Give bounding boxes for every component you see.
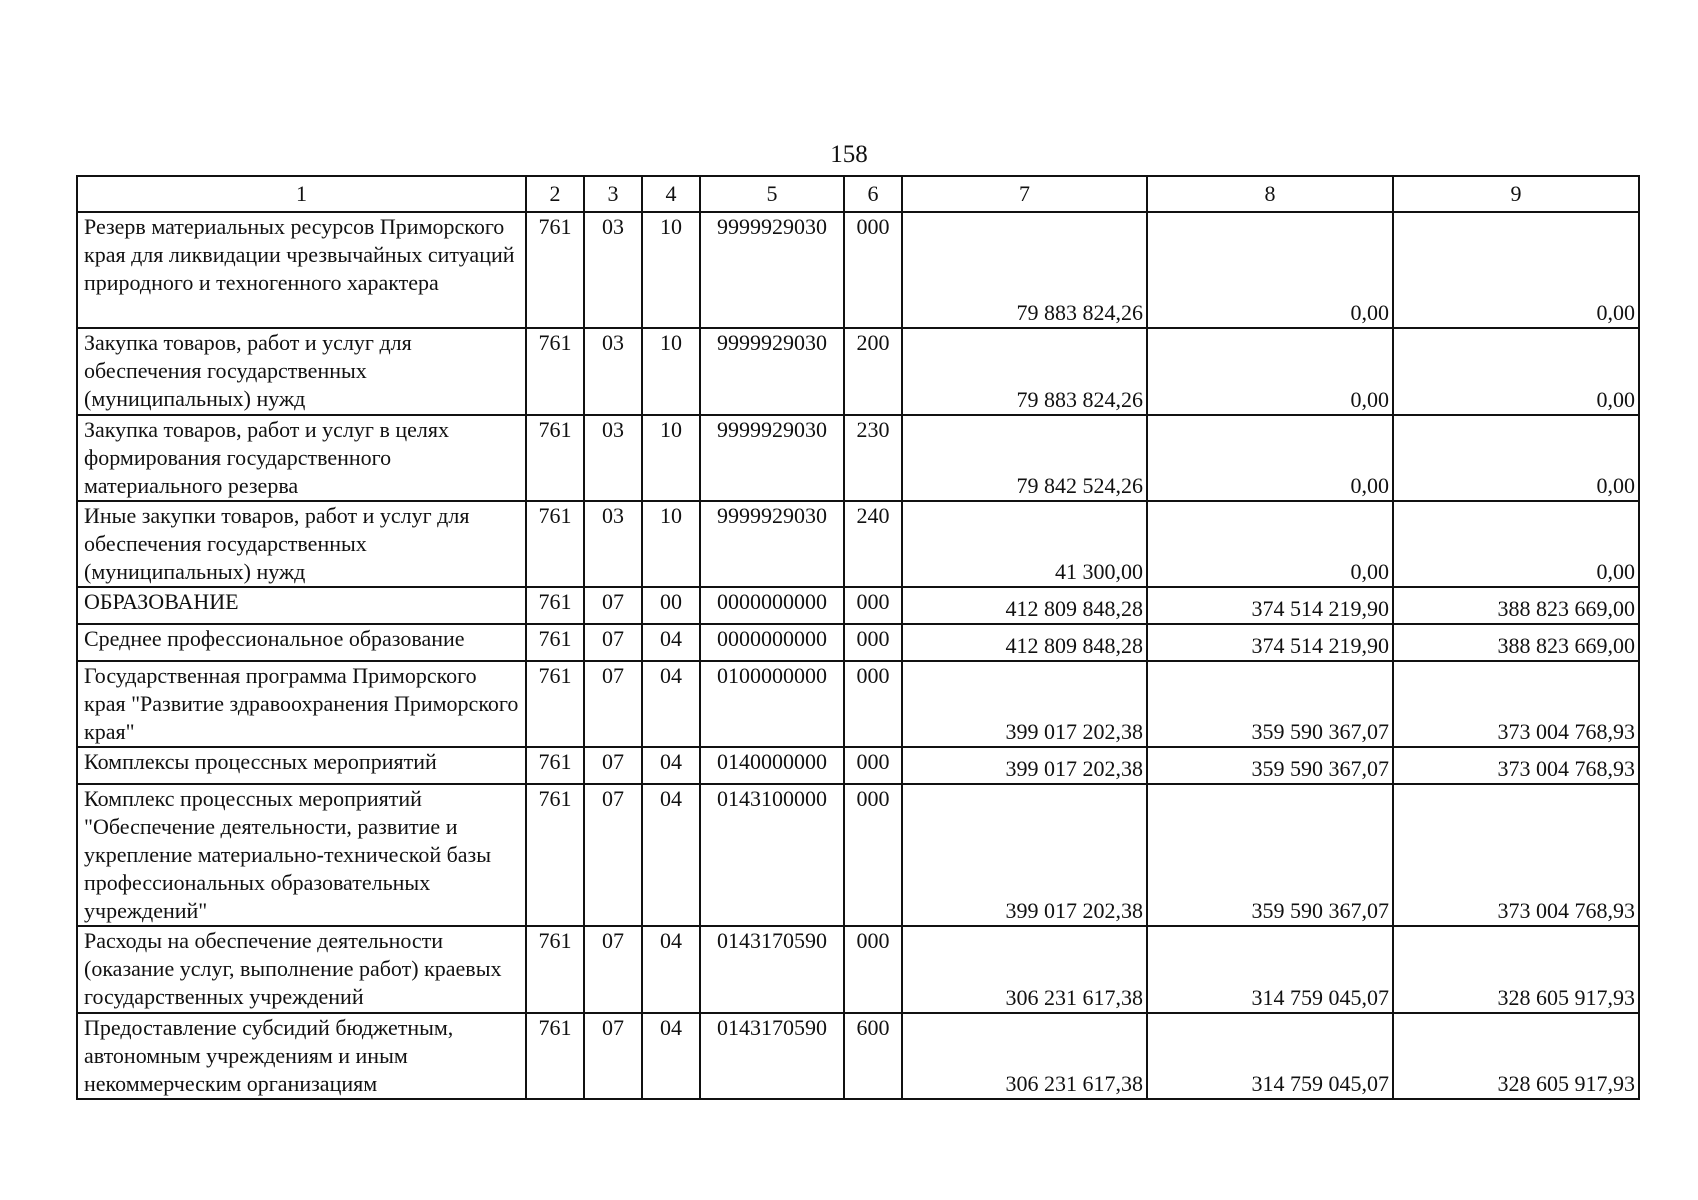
amount-col-8: 359 590 367,07 xyxy=(1147,747,1393,784)
subsection-code: 04 xyxy=(642,784,700,926)
target-item-code: 0143170590 xyxy=(700,926,844,1013)
subsection-code: 10 xyxy=(642,212,700,328)
expense-type-code: 600 xyxy=(844,1013,902,1099)
table-row xyxy=(77,328,1639,415)
amount-col-7: 412 809 848,28 xyxy=(902,624,1147,661)
amount-col-7: 399 017 202,38 xyxy=(902,661,1147,747)
section-code: 07 xyxy=(584,747,642,784)
amount-col-9: 0,00 xyxy=(1393,212,1639,328)
amount-col-7: 399 017 202,38 xyxy=(902,784,1147,926)
expense-name: Государственная программа Приморского края "Развитие здравоохранения Приморского края" xyxy=(77,661,526,747)
expense-type-code: 200 xyxy=(844,328,902,415)
section-code: 07 xyxy=(584,784,642,926)
amount-col-8: 314 759 045,07 xyxy=(1147,926,1393,1013)
amount-col-9: 0,00 xyxy=(1393,415,1639,501)
table-row xyxy=(77,587,1639,624)
header-cell: 1 xyxy=(77,176,526,212)
section-code: 07 xyxy=(584,926,642,1013)
amount-col-8: 359 590 367,07 xyxy=(1147,661,1393,747)
subsection-code: 04 xyxy=(642,1013,700,1099)
amount-col-9: 373 004 768,93 xyxy=(1393,747,1639,784)
table-row xyxy=(77,212,1639,328)
expense-type-code: 000 xyxy=(844,926,902,1013)
amount-col-8: 314 759 045,07 xyxy=(1147,1013,1393,1099)
subsection-code: 00 xyxy=(642,587,700,624)
target-item-code: 0143100000 xyxy=(700,784,844,926)
amount-col-7: 306 231 617,38 xyxy=(902,1013,1147,1099)
section-code: 07 xyxy=(584,624,642,661)
target-item-code: 0000000000 xyxy=(700,587,844,624)
subsection-code: 04 xyxy=(642,661,700,747)
table-row xyxy=(77,501,1639,587)
expense-type-code: 230 xyxy=(844,415,902,501)
subsection-code: 10 xyxy=(642,415,700,501)
table-row xyxy=(77,926,1639,1013)
amount-col-9: 388 823 669,00 xyxy=(1393,624,1639,661)
amount-col-9: 0,00 xyxy=(1393,328,1639,415)
expense-name: Комплекс процессных мероприятий "Обеспечение деятельности, развитие и укрепление материально-технической базы профессиональных образовательных учреждений" xyxy=(77,784,526,926)
expense-name: Расходы на обеспечение деятельности (оказание услуг, выполнение работ) краевых государственных учреждений xyxy=(77,926,526,1013)
header-cell: 8 xyxy=(1147,176,1393,212)
amount-col-9: 373 004 768,93 xyxy=(1393,784,1639,926)
expense-name: Резерв материальных ресурсов Приморского края для ликвидации чрезвычайных ситуаций природного и техногенного характера xyxy=(77,212,526,328)
ministry-code: 761 xyxy=(526,212,584,328)
section-code: 03 xyxy=(584,501,642,587)
expense-type-code: 000 xyxy=(844,624,902,661)
expense-type-code: 000 xyxy=(844,212,902,328)
header-cell: 3 xyxy=(584,176,642,212)
target-item-code: 0143170590 xyxy=(700,1013,844,1099)
expense-name: Иные закупки товаров, работ и услуг для обеспечения государственных (муниципальных) нужд xyxy=(77,501,526,587)
target-item-code: 0100000000 xyxy=(700,661,844,747)
amount-col-7: 79 883 824,26 xyxy=(902,328,1147,415)
section-code: 07 xyxy=(584,587,642,624)
expense-name: Закупка товаров, работ и услуг в целях формирования государственного материального резерва xyxy=(77,415,526,501)
amount-col-7: 306 231 617,38 xyxy=(902,926,1147,1013)
page-number: 158 xyxy=(830,141,868,168)
table-row xyxy=(77,1013,1639,1099)
target-item-code: 9999929030 xyxy=(700,328,844,415)
amount-col-8: 359 590 367,07 xyxy=(1147,784,1393,926)
target-item-code: 0140000000 xyxy=(700,747,844,784)
subsection-code: 04 xyxy=(642,747,700,784)
expense-name: Комплексы процессных мероприятий xyxy=(77,747,526,784)
ministry-code: 761 xyxy=(526,501,584,587)
section-code: 07 xyxy=(584,1013,642,1099)
ministry-code: 761 xyxy=(526,1013,584,1099)
target-item-code: 9999929030 xyxy=(700,501,844,587)
header-cell: 6 xyxy=(844,176,902,212)
ministry-code: 761 xyxy=(526,328,584,415)
amount-col-9: 388 823 669,00 xyxy=(1393,587,1639,624)
section-code: 03 xyxy=(584,415,642,501)
amount-col-8: 374 514 219,90 xyxy=(1147,587,1393,624)
subsection-code: 10 xyxy=(642,501,700,587)
table-row xyxy=(77,624,1639,661)
expense-type-code: 000 xyxy=(844,784,902,926)
amount-col-7: 79 842 524,26 xyxy=(902,415,1147,501)
amount-col-9: 373 004 768,93 xyxy=(1393,661,1639,747)
ministry-code: 761 xyxy=(526,926,584,1013)
ministry-code: 761 xyxy=(526,747,584,784)
amount-col-8: 0,00 xyxy=(1147,501,1393,587)
target-item-code: 9999929030 xyxy=(700,212,844,328)
ministry-code: 761 xyxy=(526,587,584,624)
amount-col-8: 0,00 xyxy=(1147,415,1393,501)
budget-table xyxy=(76,175,1640,1100)
amount-col-7: 399 017 202,38 xyxy=(902,747,1147,784)
ministry-code: 761 xyxy=(526,624,584,661)
expense-name: ОБРАЗОВАНИЕ xyxy=(77,587,526,624)
expense-name: Предоставление субсидий бюджетным, автономным учреждениям и иным некоммерческим организациям xyxy=(77,1013,526,1099)
table-row xyxy=(77,747,1639,784)
header-cell: 2 xyxy=(526,176,584,212)
amount-col-8: 374 514 219,90 xyxy=(1147,624,1393,661)
expense-type-code: 000 xyxy=(844,587,902,624)
subsection-code: 04 xyxy=(642,624,700,661)
subsection-code: 10 xyxy=(642,328,700,415)
amount-col-8: 0,00 xyxy=(1147,212,1393,328)
target-item-code: 0000000000 xyxy=(700,624,844,661)
table-row xyxy=(77,784,1639,926)
expense-type-code: 240 xyxy=(844,501,902,587)
table-row xyxy=(77,661,1639,747)
amount-col-7: 412 809 848,28 xyxy=(902,587,1147,624)
amount-col-8: 0,00 xyxy=(1147,328,1393,415)
target-item-code: 9999929030 xyxy=(700,415,844,501)
expense-name: Закупка товаров, работ и услуг для обеспечения государственных (муниципальных) нужд xyxy=(77,328,526,415)
expense-name: Среднее профессиональное образование xyxy=(77,624,526,661)
amount-col-9: 328 605 917,93 xyxy=(1393,926,1639,1013)
expense-type-code: 000 xyxy=(844,661,902,747)
amount-col-7: 41 300,00 xyxy=(902,501,1147,587)
amount-col-7: 79 883 824,26 xyxy=(902,212,1147,328)
section-code: 03 xyxy=(584,328,642,415)
ministry-code: 761 xyxy=(526,661,584,747)
expense-type-code: 000 xyxy=(844,747,902,784)
header-cell: 7 xyxy=(902,176,1147,212)
section-code: 03 xyxy=(584,212,642,328)
table-row xyxy=(77,415,1639,501)
header-cell: 9 xyxy=(1393,176,1639,212)
amount-col-9: 328 605 917,93 xyxy=(1393,1013,1639,1099)
subsection-code: 04 xyxy=(642,926,700,1013)
section-code: 07 xyxy=(584,661,642,747)
header-cell: 5 xyxy=(700,176,844,212)
header-cell: 4 xyxy=(642,176,700,212)
ministry-code: 761 xyxy=(526,415,584,501)
amount-col-9: 0,00 xyxy=(1393,501,1639,587)
ministry-code: 761 xyxy=(526,784,584,926)
header-row xyxy=(77,176,1639,212)
